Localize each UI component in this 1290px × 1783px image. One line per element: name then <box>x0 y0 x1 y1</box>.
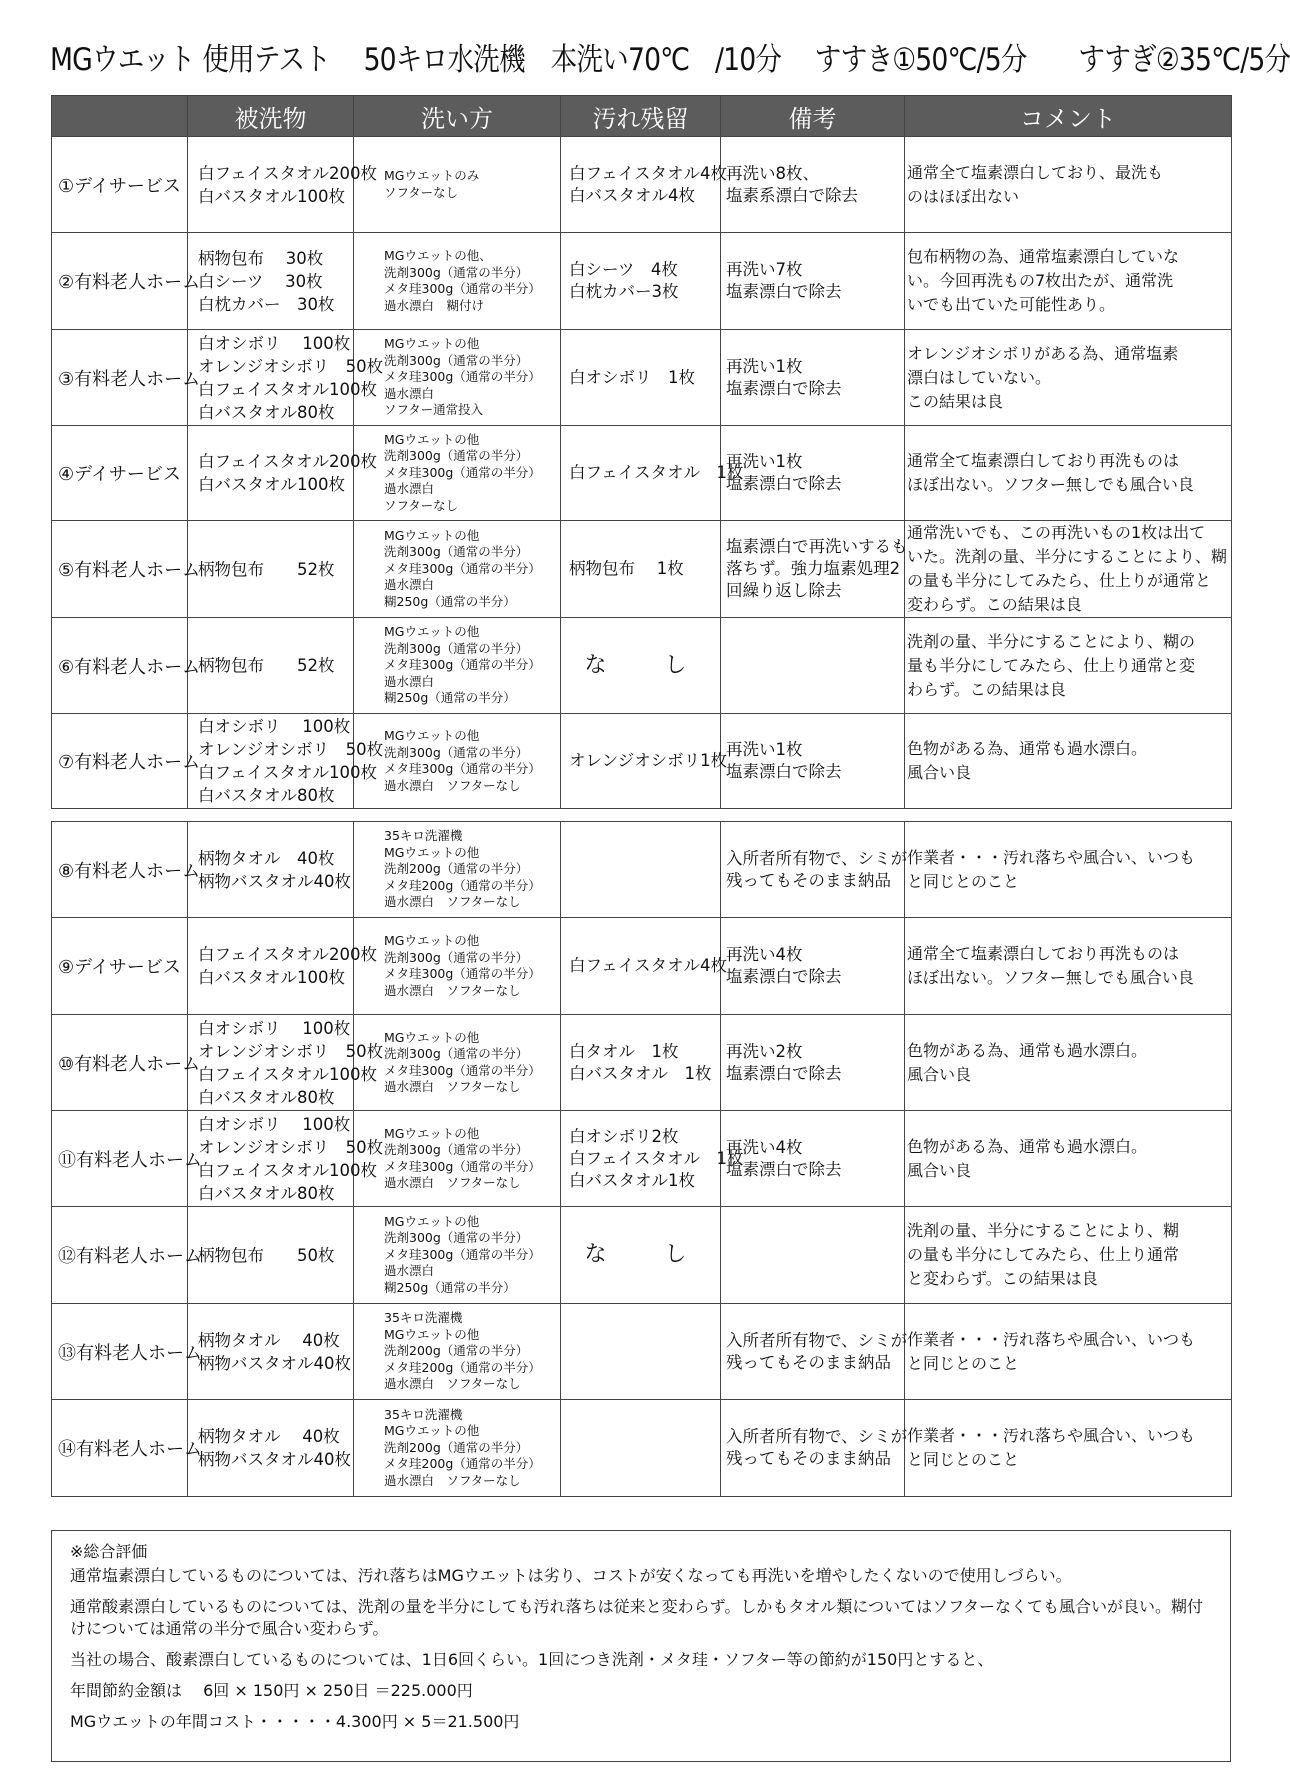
residue-cell <box>561 1304 721 1400</box>
comment-line: 通常全て塩素漂白しており再洗ものは <box>907 944 1180 963</box>
wash-method-line: 洗剤300g（通常の半分） <box>384 544 529 560</box>
header-method: 洗い方 <box>354 96 561 137</box>
residue-line: 白バスタオル1枚 <box>569 1170 695 1190</box>
notes-line: 再洗い2枚 <box>726 1041 803 1061</box>
comment-line: いでも出ていた可能性あり。 <box>907 295 1116 314</box>
wash-method-line: 糊250g（通常の半分） <box>384 1279 516 1295</box>
wash-method-line: メタ珪300g（通常の半分） <box>384 1062 541 1078</box>
residue-cell <box>561 521 721 618</box>
items-line: オレンジオシボリ 50枚 <box>198 356 384 376</box>
wash-method-line: 35キロ洗濯機 <box>384 1406 463 1422</box>
notes-cell <box>721 918 905 1015</box>
comment-line: 変わらず。この結果は良 <box>907 595 1082 614</box>
comment-line: の量も半分にしてみたら、仕上り通常 <box>907 1245 1180 1264</box>
wash-method-line: メタ珪200g（通常の半分） <box>384 1359 541 1375</box>
wash-method-line: MGウエットの他 <box>384 1326 480 1342</box>
wash-method-line: 洗剤300g（通常の半分） <box>384 1046 529 1061</box>
wash-method-line: メタ珪300g（通常の半分） <box>384 1246 541 1262</box>
wash-method-line: 過水漂白 ソフターなし <box>384 982 521 998</box>
items-line: 白オシボリ 100枚 <box>198 333 351 353</box>
wash-method-line: 35キロ洗濯機 <box>384 828 463 844</box>
items-cell <box>188 714 384 809</box>
notes-line: 塩素漂白で除去 <box>726 378 842 398</box>
facility-cell: ②有料老人ホーム <box>52 233 188 330</box>
overall-evaluation <box>51 1530 1231 1762</box>
wash-method-line: 過水漂白 <box>384 1263 435 1279</box>
notes-cell <box>721 618 905 714</box>
comment-line: 通常洗いでも、この再洗いもの1枚は出て <box>907 523 1206 542</box>
items-cell <box>188 618 354 714</box>
facility-cell: ⑫有料老人ホーム <box>52 1207 188 1304</box>
items-line: 白バスタオル80枚 <box>198 1183 335 1203</box>
items-line: オレンジオシボリ 50枚 <box>198 1041 384 1061</box>
facility-cell: ⑤有料老人ホーム <box>52 521 188 618</box>
comment-cell <box>905 1400 1232 1497</box>
wash-method-line: 洗剤300g（通常の半分） <box>384 640 529 656</box>
residue-line: 白バスタオル4枚 <box>569 185 695 205</box>
wash-method-line: 過水漂白 <box>384 385 435 401</box>
items-line: 白オシボリ 100枚 <box>198 1114 351 1134</box>
comment-cell <box>905 426 1232 521</box>
comment-line: と同じとのこと <box>907 1353 1020 1373</box>
facility-cell: ⑥有料老人ホーム <box>52 618 188 714</box>
notes-cell <box>721 1111 905 1207</box>
items-line: 白フェイスタオル200枚 <box>198 452 378 471</box>
table-row <box>52 822 1232 918</box>
notes-line: 塩素漂白で除去 <box>726 1159 842 1179</box>
wash-method-cell <box>354 521 561 618</box>
residue-line: 白シーツ 4枚 <box>569 260 678 279</box>
residue-cell <box>561 618 721 714</box>
table-row <box>52 1015 1232 1111</box>
table-row <box>52 1304 1232 1400</box>
wash-method-cell <box>354 918 561 1015</box>
comment-cell <box>905 822 1232 918</box>
items-line: 白バスタオル80枚 <box>198 1087 335 1107</box>
notes-line: 再洗い1枚 <box>726 740 803 759</box>
notes-cell <box>721 1400 908 1497</box>
wash-method-line: MGウエットの他 <box>384 527 480 543</box>
items-line: 白フェイスタオル200枚 <box>198 945 378 964</box>
comment-line: 風合い良 <box>907 1064 972 1084</box>
residue-line: 白タオル 1枚 <box>569 1041 679 1061</box>
wash-method-line: メタ珪300g（通常の半分） <box>384 761 541 776</box>
notes-line: 再洗い1枚 <box>726 452 803 471</box>
wash-method-line: 洗剤200g（通常の半分） <box>384 861 529 877</box>
wash-method-line: メタ珪300g（通常の半分） <box>384 464 541 480</box>
wash-method-cell <box>354 618 561 714</box>
wash-method-line: 洗剤300g（通常の半分） <box>384 352 529 368</box>
wash-method-line: 洗剤300g（通常の半分） <box>384 949 529 965</box>
wash-method-cell <box>354 426 561 521</box>
facility-cell: ⑩有料老人ホーム <box>52 1015 188 1111</box>
items-line: 白フェイスタオル100枚 <box>198 1064 378 1084</box>
notes-line: 回繰り返し除去 <box>726 581 842 600</box>
notes-line: 塩素漂白で除去 <box>726 967 842 986</box>
notes-cell <box>721 1207 905 1304</box>
items-line: 白オシボリ 100枚 <box>198 1018 351 1038</box>
wash-method-line: 過水漂白 ソフターなし <box>384 1376 521 1392</box>
items-line: 柄物包布 52枚 <box>198 559 335 579</box>
residue-cell <box>561 137 728 233</box>
residue-cell <box>561 822 721 918</box>
items-line: 柄物バスタオル40枚 <box>198 1353 351 1373</box>
comment-cell <box>905 714 1232 809</box>
facility-cell: ⑨デイサービス <box>52 918 188 1015</box>
wash-method-line: 過水漂白 ソフターなし <box>384 777 521 793</box>
residue-cell <box>561 1015 721 1111</box>
items-cell <box>188 918 378 1015</box>
facility-cell: ⑬有料老人ホーム <box>52 1304 188 1400</box>
wash-method-line: MGウエットの他 <box>384 728 480 743</box>
wash-method-line: MGウエットの他 <box>384 933 480 948</box>
items-cell <box>188 426 378 521</box>
items-line: 白フェイスタオル100枚 <box>198 1160 378 1180</box>
residue-cell <box>561 714 728 809</box>
header-residue: 汚れ残留 <box>561 96 721 137</box>
residue-line: な し <box>584 1242 705 1267</box>
items-line: 白シーツ 30枚 <box>198 271 323 291</box>
items-cell <box>188 233 354 330</box>
header-comment: コメント <box>905 96 1232 137</box>
residue-line: 柄物包布 1枚 <box>569 559 684 578</box>
items-line: 白バスタオル100枚 <box>198 475 345 494</box>
items-cell <box>188 1400 354 1497</box>
page-title: MGウエット 使用テスト 50キロ水洗機 本洗い70℃ /10分 すすき①50℃/5分 すすぎ②35℃/5分 <box>50 42 1290 78</box>
header-blank <box>52 96 188 137</box>
comment-cell <box>905 1207 1232 1304</box>
table-row <box>52 714 1232 809</box>
comment-line: オレンジオシボリがある為、通常塩素 <box>907 343 1179 363</box>
notes-cell <box>721 426 905 521</box>
comment-cell <box>905 330 1232 426</box>
items-line: オレンジオシボリ 50枚 <box>198 740 384 759</box>
wash-method-line: 過水漂白 ソフターなし <box>384 1079 521 1094</box>
residue-line: な し <box>584 652 705 678</box>
wash-method-line: 過水漂白 ソフターなし <box>384 1175 521 1190</box>
comment-line: 風合い良 <box>907 763 972 782</box>
table-row <box>52 918 1232 1015</box>
items-cell <box>188 330 384 426</box>
items-line: 白バスタオル80枚 <box>198 786 335 805</box>
items-cell <box>188 521 354 618</box>
notes-line: 残ってもそのまま納品 <box>726 1352 891 1372</box>
wash-method-line: メタ珪300g（通常の半分） <box>384 281 541 296</box>
residue-cell <box>561 1207 721 1304</box>
comment-cell <box>905 1111 1232 1207</box>
header-items: 被洗物 <box>188 96 354 137</box>
comment-line: 包布柄物の為、通常塩素漂白していな <box>907 247 1180 266</box>
comment-line: いた。洗剤の量、半分にすることにより、糊 <box>907 547 1228 566</box>
wash-method-cell <box>354 714 561 809</box>
comment-cell <box>905 618 1232 714</box>
notes-line: 再洗い1枚 <box>726 356 803 376</box>
wash-method-cell <box>354 1400 561 1497</box>
wash-method-line: 洗剤300g（通常の半分） <box>384 744 529 760</box>
items-cell <box>188 1015 384 1111</box>
items-line: 柄物タオル 40枚 <box>198 1427 340 1446</box>
residue-line: 白フェイスタオル4枚 <box>569 956 728 975</box>
wash-method-cell <box>354 233 561 330</box>
comment-line: ほぼ出ない。ソフター無しでも風合い良 <box>907 968 1194 987</box>
notes-line: 塩素漂白で除去 <box>726 762 842 781</box>
comment-line: 量も半分にしてみたら、仕上り通常と変 <box>907 655 1196 675</box>
residue-cell <box>561 330 721 426</box>
table-row <box>52 233 1232 330</box>
comment-line: 作業者・・・汚れ落ちや風合い、いつも <box>907 847 1196 867</box>
notes-line: 塩素漂白で除去 <box>726 474 842 493</box>
items-cell <box>188 1111 384 1207</box>
wash-method-line: MGウエットの他 <box>384 336 480 352</box>
table-row <box>52 1207 1232 1304</box>
wash-method-line: 過水漂白 糊付け <box>384 297 485 313</box>
header-row <box>52 96 1232 137</box>
facility-cell: ⑪有料老人ホーム <box>52 1111 188 1207</box>
comment-cell <box>905 918 1232 1015</box>
wash-method-line: 糊250g（通常の半分） <box>384 593 516 609</box>
comment-line: と同じとのこと <box>907 1450 1020 1469</box>
comment-line: この結果は良 <box>907 391 1004 411</box>
comment-line: と同じとのこと <box>907 871 1020 891</box>
comment-line: 洗剤の量、半分にすることにより、糊 <box>907 1221 1180 1240</box>
notes-line: 再洗い4枚 <box>726 1137 803 1157</box>
wash-method-line: 洗剤300g（通常の半分） <box>384 1230 529 1246</box>
table-row <box>52 1400 1232 1497</box>
comment-cell <box>905 1304 1232 1400</box>
table-row <box>52 137 1232 233</box>
comment-cell <box>905 521 1232 618</box>
notes-line: 塩素漂白で除去 <box>726 282 842 301</box>
residue-cell <box>561 1111 744 1207</box>
residue-line: 白フェイスタオル 1枚 <box>569 1148 744 1168</box>
comment-line: 作業者・・・汚れ落ちや風合い、いつも <box>907 1329 1196 1349</box>
notes-cell <box>721 233 905 330</box>
items-line: 柄物バスタオル40枚 <box>198 1450 351 1469</box>
table-row <box>52 426 1232 521</box>
residue-line: 白オシボリ 1枚 <box>569 367 695 387</box>
wash-method-line: MGウエットの他、 <box>384 248 492 263</box>
items-line: 白枕カバー 30枚 <box>198 294 335 314</box>
wash-method-line: MGウエットの他 <box>384 1029 480 1045</box>
residue-cell <box>561 918 728 1015</box>
wash-method-line: メタ珪300g（通常の半分） <box>384 560 541 576</box>
wash-method-line: MGウエットの他 <box>384 1125 480 1141</box>
items-line: 柄物包布 52枚 <box>198 656 335 675</box>
wash-method-line: ソフター通常投入 <box>384 402 484 418</box>
items-line: 柄物タオル 40枚 <box>198 1330 340 1350</box>
wash-method-line: 過水漂白 ソフターなし <box>384 894 521 910</box>
residue-cell <box>561 1400 721 1497</box>
comment-line: わらず。この結果は良 <box>907 679 1066 699</box>
summary-annual-savings: 年間節約金額は 6回 × 150円 × 250日 ＝225.000円 <box>70 1681 473 1700</box>
notes-line: 入所者所有物で、シミが <box>726 848 908 868</box>
comment-line: 通常全て塩素漂白しており、最洗も <box>907 162 1164 182</box>
residue-line: 白フェイスタオル 1枚 <box>569 463 744 482</box>
residue-line: 白枕カバー3枚 <box>569 282 679 301</box>
residue-line: 白オシボリ2枚 <box>569 1126 679 1146</box>
wash-method-line: 過水漂白 <box>384 673 435 689</box>
comment-line: 色物がある為、通常も過水漂白。 <box>907 739 1148 758</box>
summary-annual-cost: MGウエットの年間コスト・・・・・4.300円 × 5＝21.500円 <box>70 1712 520 1731</box>
notes-line: 塩素漂白で再洗いするも <box>726 537 908 556</box>
wash-method-line: MGウエットの他 <box>384 1213 480 1229</box>
comment-line: 洗剤の量、半分にすることにより、糊の <box>907 631 1196 651</box>
notes-cell <box>721 822 908 918</box>
comment-line: と変わらず。この結果は良 <box>907 1269 1098 1288</box>
items-line: 柄物包布 50枚 <box>198 1245 335 1265</box>
wash-method-line: 過水漂白 <box>384 577 435 593</box>
items-line: 白バスタオル100枚 <box>198 968 345 987</box>
items-line: 白オシボリ 100枚 <box>198 717 351 736</box>
wash-method-line: MGウエットの他 <box>384 844 480 860</box>
wash-method-cell <box>354 1111 561 1207</box>
comment-cell <box>905 1015 1232 1111</box>
wash-method-line: MGウエットのみ <box>384 168 480 183</box>
wash-method-line: 洗剤300g（通常の半分） <box>384 448 529 464</box>
items-cell <box>188 822 354 918</box>
results-table-part-1 <box>51 95 1232 809</box>
summary-paragraph-1: 通常塩素漂白しているものについては、汚れ落ちはMGウエットは劣り、コストが安くなっても再洗いを増やしたくないので使用しづらい。 <box>70 1566 1072 1585</box>
notes-cell <box>721 137 905 233</box>
comment-line: 作業者・・・汚れ落ちや風合い、いつも <box>907 1426 1196 1445</box>
wash-method-line: 過水漂白 ソフターなし <box>384 1472 521 1488</box>
comment-line: 色物がある為、通常も過水漂白。 <box>907 1040 1148 1060</box>
residue-line: 白バスタオル 1枚 <box>569 1063 712 1083</box>
notes-line: 入所者所有物で、シミが <box>726 1427 908 1446</box>
items-line: 白フェイスタオル100枚 <box>198 379 378 399</box>
wash-method-cell <box>354 1304 561 1400</box>
comment-line: ほぼ出ない。ソフター無しでも風合い良 <box>907 475 1194 494</box>
items-line: 白バスタオル100枚 <box>198 186 345 206</box>
notes-cell <box>721 1304 908 1400</box>
wash-method-line: ソフターなし <box>384 184 459 200</box>
wash-method-line: 35キロ洗濯機 <box>384 1310 463 1326</box>
wash-method-line: 過水漂白 <box>384 481 435 497</box>
wash-method-line: メタ珪200g（通常の半分） <box>384 1456 541 1472</box>
notes-line: 残ってもそのまま納品 <box>726 870 891 890</box>
wash-method-line: 洗剤200g（通常の半分） <box>384 1439 529 1455</box>
wash-method-cell <box>354 137 561 233</box>
facility-cell: ④デイサービス <box>52 426 188 521</box>
items-line: 白フェイスタオル100枚 <box>198 763 378 782</box>
facility-cell: ⑦有料老人ホーム <box>52 714 188 809</box>
wash-method-line: メタ珪300g（通常の半分） <box>384 657 541 673</box>
items-line: 柄物包布 30枚 <box>198 248 324 268</box>
wash-method-line: メタ珪300g（通常の半分） <box>384 369 541 385</box>
comment-cell <box>905 233 1232 330</box>
comment-line: の量も半分にしてみたら、仕上りが通常と <box>907 571 1212 590</box>
wash-method-cell <box>354 1015 561 1111</box>
wash-method-line: メタ珪200g（通常の半分） <box>384 877 541 893</box>
table-row <box>52 618 1232 714</box>
items-line: 柄物タオル 40枚 <box>198 848 335 868</box>
comment-line: 漂白はしていない。 <box>907 367 1052 387</box>
wash-method-line: MGウエットの他 <box>384 431 480 447</box>
notes-line: 塩素漂白で除去 <box>726 1063 842 1083</box>
items-cell <box>188 1207 354 1304</box>
facility-cell: ①デイサービス <box>52 137 188 233</box>
comment-line: 風合い良 <box>907 1160 972 1180</box>
wash-method-cell <box>354 822 561 918</box>
comment-cell <box>905 137 1232 233</box>
comment-line: のはほぼ出ない <box>907 186 1020 206</box>
wash-method-line: ソフターなし <box>384 497 459 513</box>
wash-method-cell <box>354 330 561 426</box>
residue-line: 白フェイスタオル4枚 <box>569 163 728 183</box>
facility-cell: ⑭有料老人ホーム <box>52 1400 188 1497</box>
results-table-part-2 <box>51 821 1232 1497</box>
items-cell <box>188 1304 354 1400</box>
table-row <box>52 1111 1232 1207</box>
comment-line: 色物がある為、通常も過水漂白。 <box>907 1136 1148 1156</box>
wash-method-line: MGウエットの他 <box>384 1423 480 1439</box>
facility-cell: ③有料老人ホーム <box>52 330 188 426</box>
notes-cell <box>721 330 905 426</box>
wash-method-line: 洗剤200g（通常の半分） <box>384 1343 529 1359</box>
items-line: 白フェイスタオル200枚 <box>198 163 378 183</box>
residue-line: オレンジオシボリ1枚 <box>569 751 728 770</box>
notes-line: 入所者所有物で、シミが <box>726 1330 908 1350</box>
items-line: 柄物バスタオル40枚 <box>198 871 351 891</box>
notes-line: 残ってもそのまま納品 <box>726 1449 891 1468</box>
notes-cell <box>721 1015 905 1111</box>
residue-cell <box>561 233 721 330</box>
table-row <box>52 521 1232 618</box>
items-line: オレンジオシボリ 50枚 <box>198 1137 384 1157</box>
notes-line: 再洗い7枚 <box>726 260 803 279</box>
summary-heading: ※総合評価 <box>70 1542 148 1561</box>
summary-paragraph-2: 通常酸素漂白しているものについては、洗剤の量を半分にしても汚れ落ちは従来と変わらず。しかもタオル類についてはソフターなくても風合いが良い。糊付けについては通常の半分で風合い変わらず。 <box>70 1597 1203 1638</box>
wash-method-line: 洗剤300g（通常の半分） <box>384 264 529 280</box>
summary-paragraph-3: 当社の場合、酸素漂白しているものについては、1日6回くらい。1回につき洗剤・メタ珪・ソフター等の節約が150円とすると、 <box>70 1650 994 1669</box>
table-row <box>52 330 1232 426</box>
notes-cell <box>721 714 905 809</box>
notes-line: 再洗い8枚、 <box>726 163 819 183</box>
wash-method-line: メタ珪300g（通常の半分） <box>384 966 541 981</box>
wash-method-cell <box>354 1207 561 1304</box>
notes-cell <box>721 521 908 618</box>
notes-line: 塩素系漂白で除去 <box>726 185 858 205</box>
wash-method-line: 洗剤300g（通常の半分） <box>384 1142 529 1157</box>
wash-method-line: 糊250g（通常の半分） <box>384 690 516 706</box>
residue-cell <box>561 426 744 521</box>
header-notes: 備考 <box>721 96 905 137</box>
comment-line: い。今回再洗もの7枚出たが、通常洗 <box>907 271 1174 290</box>
comment-line: 通常全て塩素漂白しており再洗ものは <box>907 451 1180 470</box>
items-cell <box>188 137 378 233</box>
facility-cell: ⑧有料老人ホーム <box>52 822 188 918</box>
notes-line: 再洗い4枚 <box>726 945 803 964</box>
notes-line: 落ちず。強力塩素処理2 <box>726 559 901 578</box>
items-line: 白バスタオル80枚 <box>198 402 335 422</box>
wash-method-line: MGウエットの他 <box>384 624 480 640</box>
wash-method-line: メタ珪300g（通常の半分） <box>384 1158 541 1174</box>
